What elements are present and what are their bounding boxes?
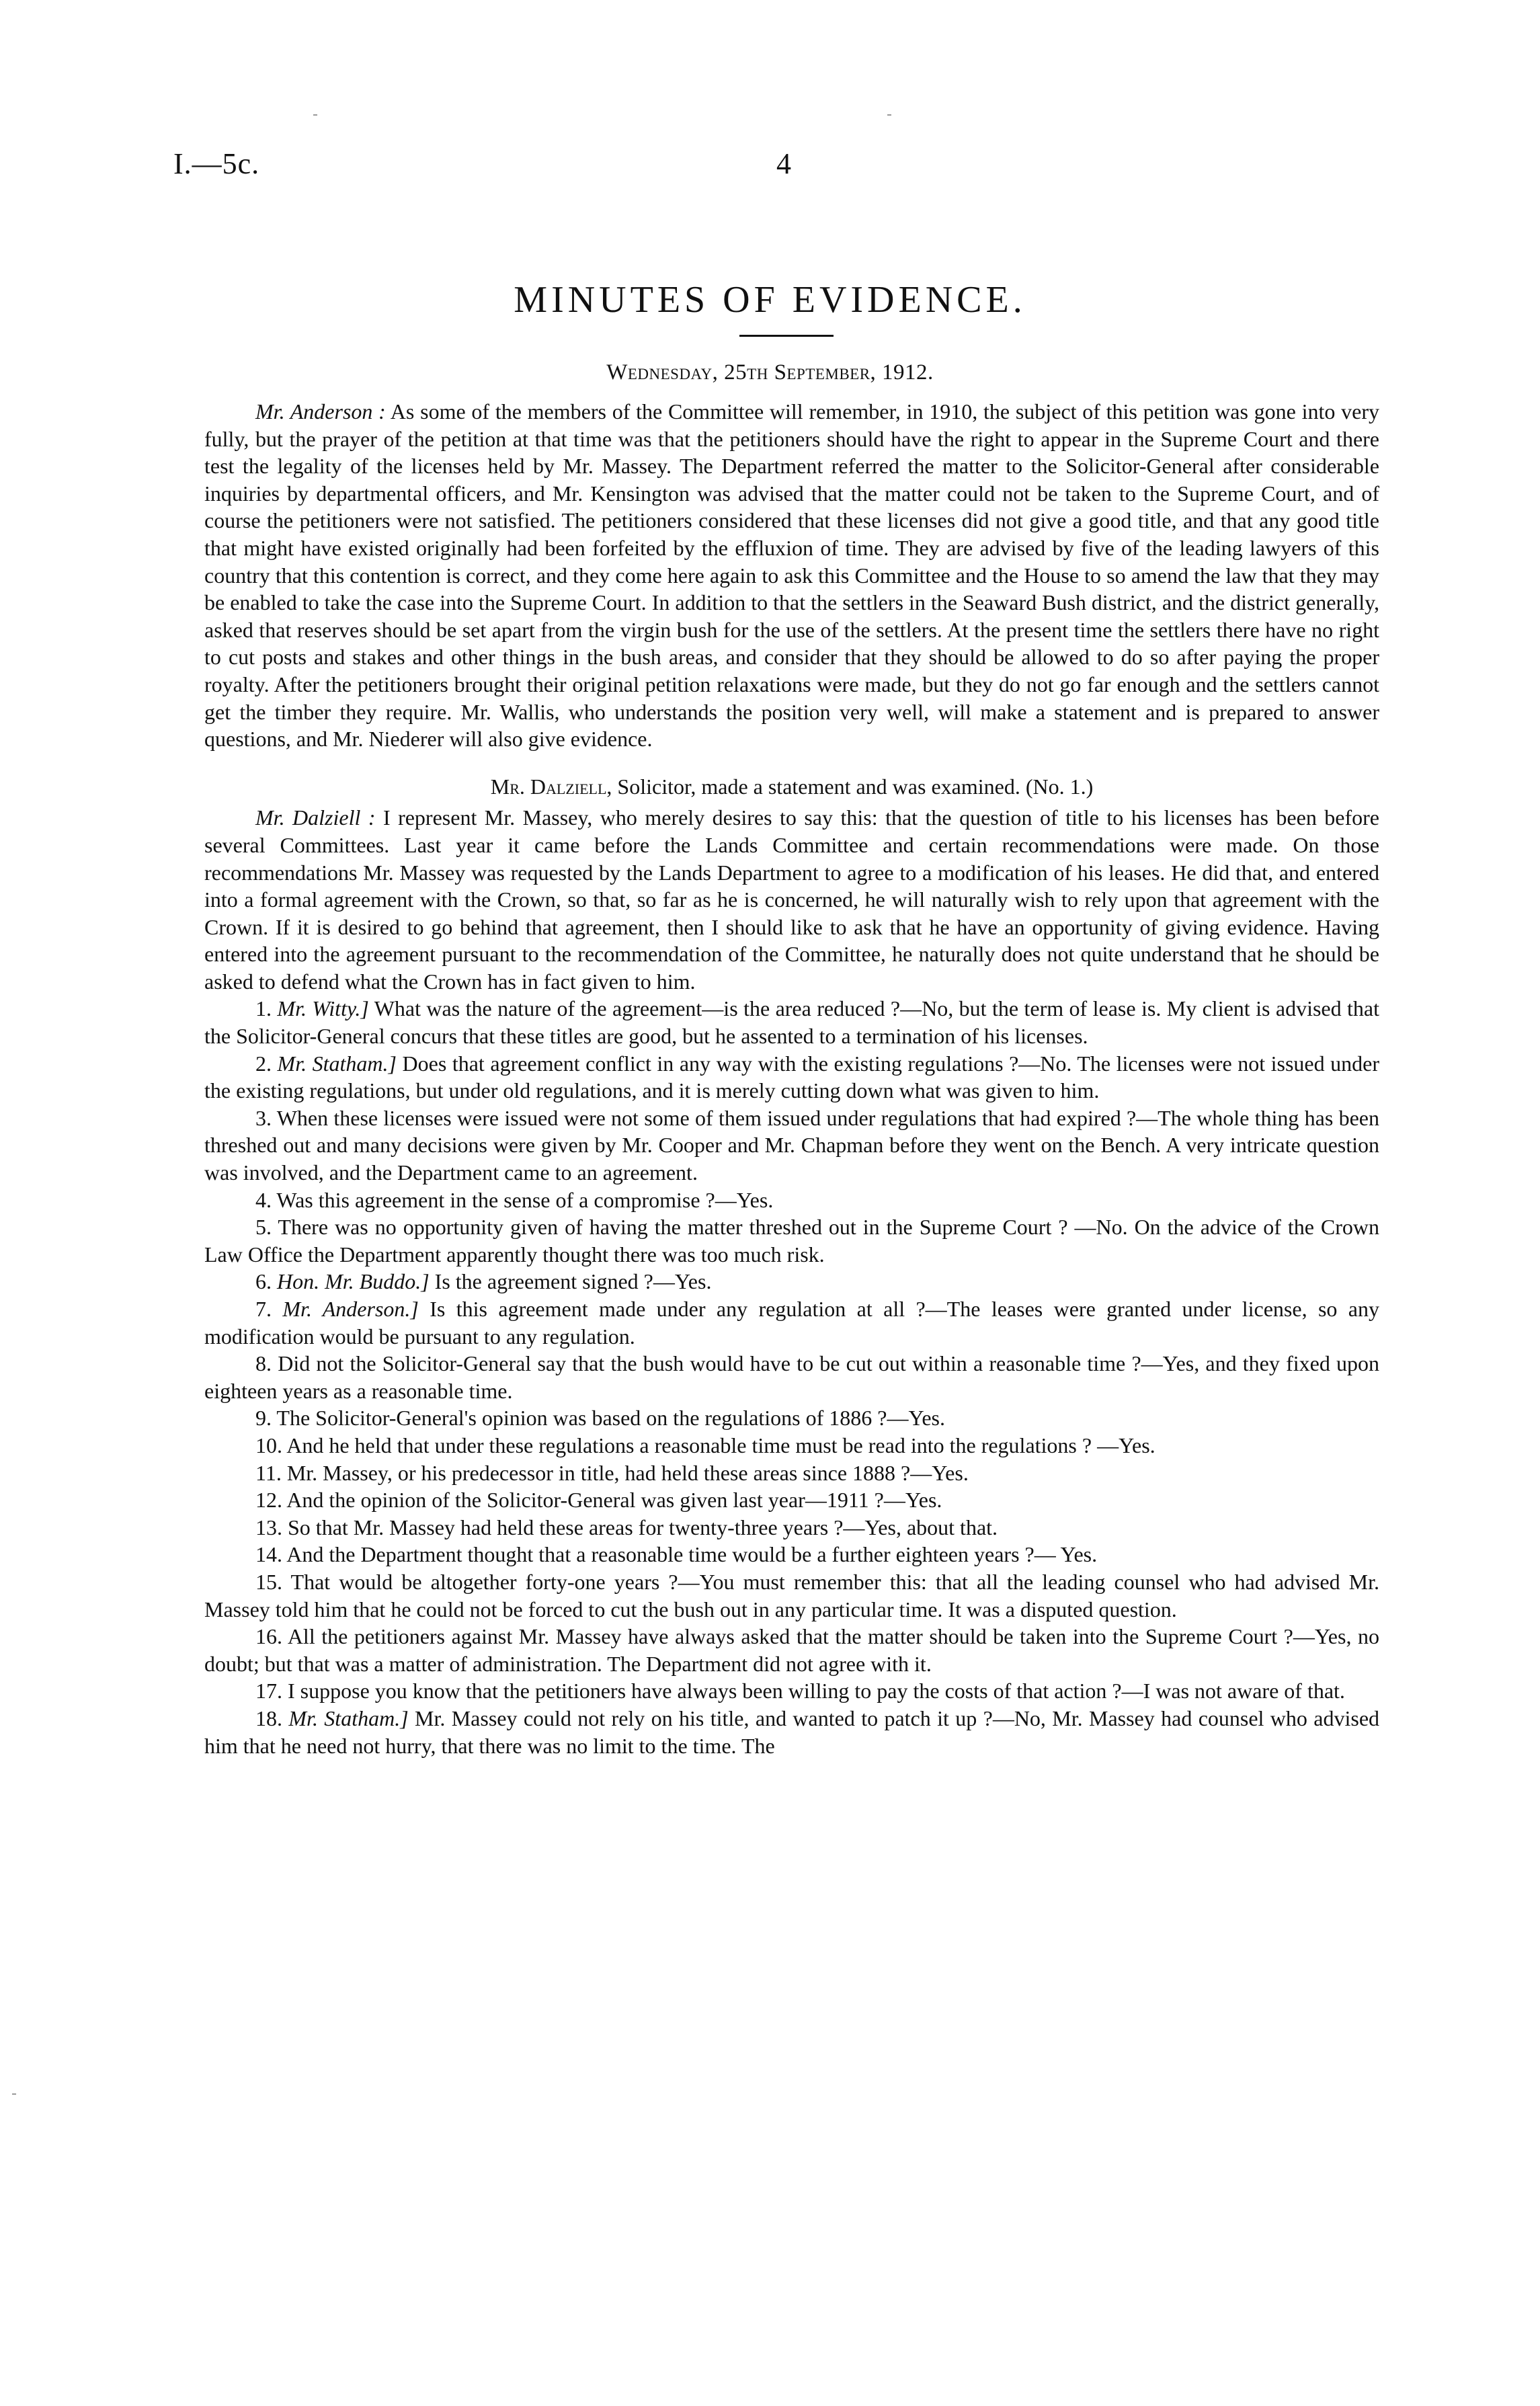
- question-text: And the Department thought that a reasonable time would be a further eighteen years ?— Yes.: [286, 1542, 1098, 1567]
- question-number: 9.: [255, 1406, 272, 1431]
- page-number: 4: [776, 147, 791, 180]
- question-item: [204, 1050, 1379, 1105]
- section-title: MINUTES OF EVIDENCE.: [514, 279, 1026, 321]
- question-number: 14.: [255, 1542, 282, 1567]
- question-item: [204, 1486, 1379, 1514]
- question-text: And the opinion of the Solicitor-General was given last year—1911 ?—Yes.: [286, 1488, 942, 1513]
- question-number: 12.: [255, 1488, 282, 1513]
- question-number: 5.: [255, 1215, 272, 1240]
- speaker-name: Mr. Anderson :: [255, 399, 386, 424]
- question-text: All the petitioners against Mr. Massey have always asked that the matter should be taken into the Supreme Court ?—Yes, no doubt; but that was a matter of administration. The Department did not agree with it.: [204, 1624, 1380, 1676]
- question-number: 7.: [255, 1297, 272, 1321]
- scan-speck: [12, 2093, 16, 2095]
- question-number: 10.: [255, 1433, 282, 1457]
- question-item: [204, 1677, 1379, 1705]
- question-number: 18.: [255, 1706, 282, 1730]
- question-item: [204, 1187, 1379, 1214]
- question-item: [204, 1213, 1379, 1268]
- evidence-body: [204, 398, 1379, 1759]
- questioner-name: Mr. Statham.]: [277, 1051, 397, 1076]
- speaker-name: Mr. Dalziell :: [255, 805, 376, 830]
- question-item: [204, 1705, 1379, 1759]
- question-text: Is the agreement signed ?—Yes.: [429, 1269, 712, 1294]
- question-text: The Solicitor-General's opinion was based on the regulations of 1886 ?—Yes.: [276, 1406, 945, 1431]
- question-number: 17.: [255, 1679, 282, 1703]
- question-number: 16.: [255, 1624, 282, 1649]
- questioner-name: Mr. Anderson.]: [282, 1297, 419, 1321]
- questioner-name: Mr. Statham.]: [288, 1706, 409, 1730]
- statement-text: I represent Mr. Massey, who merely desires to say this: that the question of title to his licenses has been before several Committees. Last year it came before the Lands Committee and certain recommendations were made. On those recommendations Mr. Massey was requested by the Lands Department to agree to a modification of his leases. He did that, and entered into a formal agreement with the Crown, so that, so far as he is concerned, he will naturally wish to rely upon that agreement with the Crown. If it is desired to go behind that agreement, then I should like to ask that he have an opportunity of giving evidence. Having entered into the agreement pursuant to the recommendation of the Committee, he naturally does not quite understand that he should be asked to defend what the Crown has in fact given to him.: [204, 805, 1380, 994]
- question-number: 2.: [255, 1051, 272, 1076]
- question-item: [204, 1105, 1379, 1187]
- question-text: That would be altogether forty-one years ?—You must remember this: that all the leading counsel who had advised Mr. Massey told him that he could not be forced to cut the bush out in any particular time. It was a disputed question.: [204, 1569, 1380, 1621]
- question-item: [204, 1459, 1379, 1487]
- question-item: [204, 1404, 1379, 1432]
- question-text: When these licenses were issued were not some of them issued under regulations that had expired ?—The whole thing has been threshed out and many decisions were given by Mr. Cooper and Mr. Chapman before they went on the Bench. A very intricate question was involved, and the Department came to an agreement.: [204, 1105, 1380, 1185]
- question-item: [204, 1350, 1379, 1404]
- question-number: 3.: [255, 1105, 272, 1130]
- question-number: 8.: [255, 1351, 272, 1376]
- session-date: Wednesday, 25th September, 1912.: [606, 360, 934, 385]
- question-text: There was no opportunity given of having the matter threshed out in the Supreme Court ? —No. On the advice of the Crown Law Office the Department apparently thought there was too much risk.: [204, 1215, 1380, 1267]
- question-item: [204, 995, 1379, 1049]
- question-text: Is this agreement made under any regulation at all ?—The leases were granted under license, so any modification would be pursuant to any regulation.: [204, 1297, 1380, 1349]
- question-text: Mr. Massey could not rely on his title, and wanted to patch it up ?—No, Mr. Massey had counsel who advised him that he need not hurry, that there was no limit to the time. The: [204, 1706, 1380, 1758]
- question-text: And he held that under these regulations a reasonable time must be read into the regulations ? —Yes.: [286, 1433, 1156, 1457]
- question-number: 1.: [255, 996, 272, 1021]
- witness-heading: [204, 773, 1379, 801]
- question-number: 13.: [255, 1515, 282, 1539]
- question-text: I suppose you know that the petitioners have always been willing to pay the costs of that action ?—I was not aware of that.: [288, 1679, 1345, 1703]
- question-item: [204, 1568, 1379, 1623]
- question-text: Does that agreement conflict in any way with the existing regulations ?—No. The licenses were not issued under the existing regulations, but under old regulations, and it is merely cutting down what was given to him.: [204, 1051, 1380, 1103]
- question-text: Mr. Massey, or his predecessor in title, had held these areas since 1888 ?—Yes.: [286, 1460, 969, 1485]
- question-text: So that Mr. Massey had held these areas for twenty-three years ?—Yes, about that.: [288, 1515, 998, 1539]
- question-number: 11.: [255, 1460, 282, 1485]
- question-item: [204, 1541, 1379, 1568]
- questioner-name: Hon. Mr. Buddo.]: [277, 1269, 430, 1294]
- question-item: [204, 1432, 1379, 1459]
- title-rule: [739, 335, 834, 337]
- statement-text: As some of the members of the Committee will remember, in 1910, the subject of this petition was gone into very fully, but the prayer of the petition at that time was that the petitioners should have the right to appear in the Supreme Court and there test the legality of the licenses held by Mr. Massey. The Department referred the matter to the Solicitor-General after considerable inquiries by departmental officers, and Mr. Kensington was advised that the matter could not be taken to the Supreme Court, and of course the petitioners were not satisfied. The petitioners considered that these licenses did not give a good title, and that any good title that might have existed originally had been forfeited by the effluxion of time. They are advised by five of the leading lawyers of this country that this contention is correct, and they come here again to ask this Committee and the House to so amend the law that they may be enabled to take the case into the Supreme Court. In addition to that the settlers in the Seaward Bush district, and the district generally, asked that reserves should be set apart from the virgin bush for the use of the settlers. At the present time the settlers there have no right to cut posts and stakes and other things in the bush areas, and consider that they should be allowed to do so after paying the proper royalty. After the petitioners brought their original petition relaxations were made, but they do not go far enough and the settlers cannot get the timber they require. Mr. Wallis, who understands the position very well, will make a statement and is prepared to answer questions, and Mr. Niederer will also give evidence.: [204, 399, 1380, 752]
- question-item: [204, 1623, 1379, 1677]
- witness-name: Mr. Dalziell: [490, 774, 607, 799]
- question-item: [204, 1295, 1379, 1350]
- opening-statement: [204, 398, 1379, 753]
- scan-speck: [313, 114, 317, 116]
- question-number: 6.: [255, 1269, 272, 1294]
- question-number: 15.: [255, 1569, 282, 1594]
- paper-reference: I.—5c.: [173, 147, 260, 180]
- questioner-name: Mr. Witty.]: [277, 996, 369, 1021]
- question-text: What was the nature of the agreement—is the area reduced ?—No, but the term of lease is. My client is advised that the Solicitor-General concurs that these titles are good, but he assented to a termination of his licenses.: [204, 996, 1380, 1049]
- question-text: Was this agreement in the sense of a compromise ?—Yes.: [276, 1187, 774, 1212]
- witness-heading-text: , Solicitor, made a statement and was examined. (No. 1.): [606, 774, 1094, 799]
- question-text: Did not the Solicitor-General say that the bush would have to be cut out within a reasonable time ?—Yes, and they fixed upon eighteen years as a reasonable time.: [204, 1351, 1380, 1403]
- scan-speck: [887, 114, 891, 116]
- question-item: [204, 1268, 1379, 1295]
- question-number: 4.: [255, 1187, 272, 1212]
- witness-statement: [204, 804, 1379, 995]
- question-item: [204, 1514, 1379, 1541]
